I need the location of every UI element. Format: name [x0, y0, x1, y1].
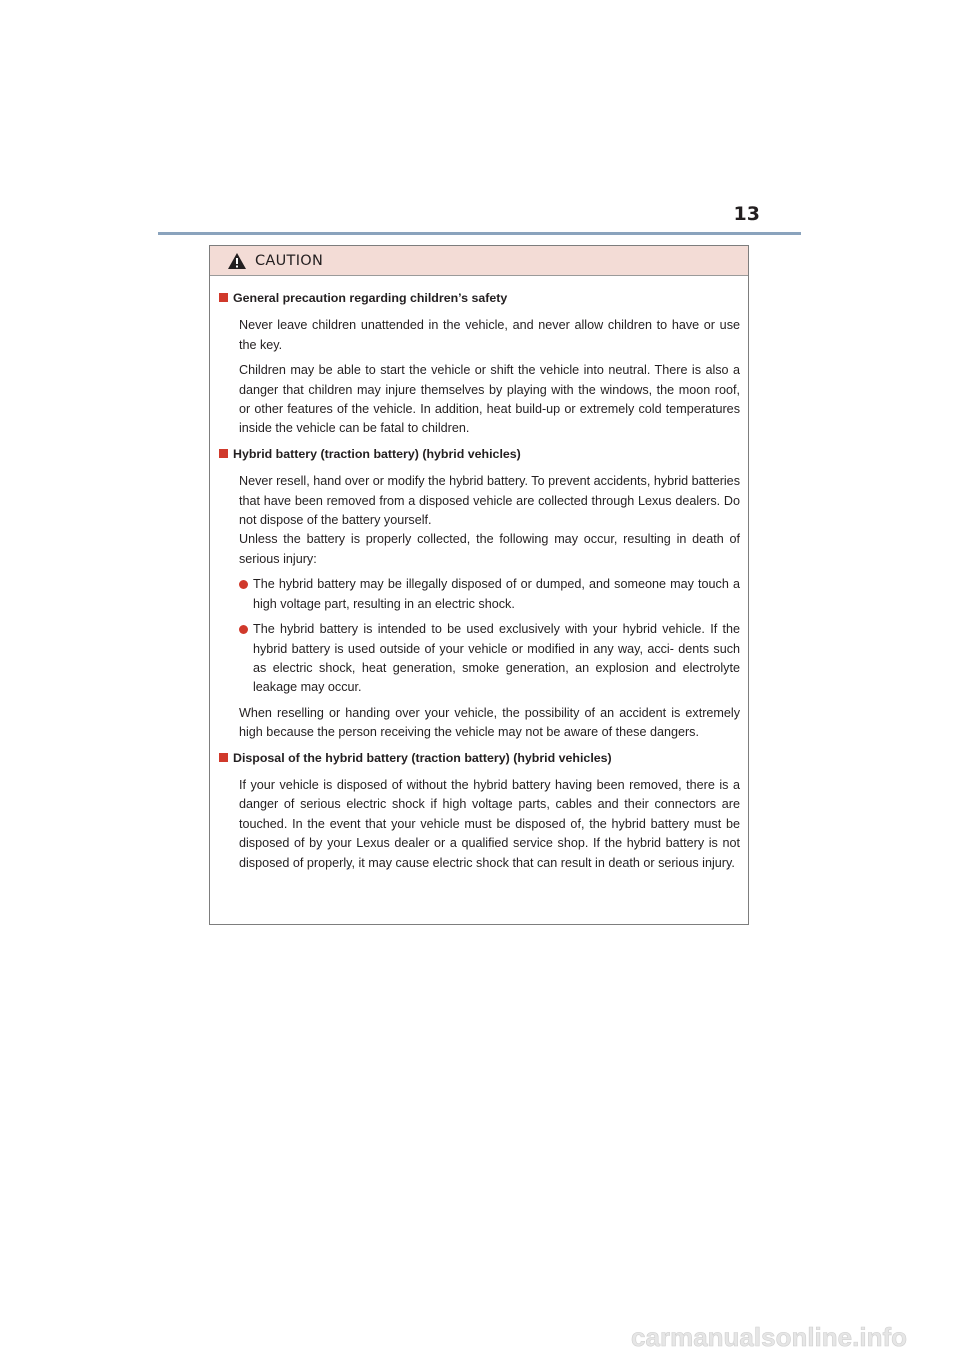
- svg-text:carmanualsonline.info: carmanualsonline.info: [631, 1322, 907, 1352]
- paragraph: If your vehicle is disposed of without the hybrid battery having been removed, there is a danger of serious electric shock if high voltage parts, cables and their connectors are touched. In the event that your vehicle must be disposed of, the hybrid battery must be disposed of by your Lexus dealer or a qualified service shop. If the hybrid battery is not disposed of properly, it may cause electric shock that can result in death or serious injury.: [239, 777, 740, 870]
- header-rule: [158, 232, 801, 235]
- section-battery-disposal: [219, 749, 740, 873]
- section-heading-text: Disposal of the hybrid battery (traction battery) (hybrid vehicles): [233, 750, 612, 765]
- bullet-item: [239, 575, 740, 614]
- paragraph: Children may be able to start the vehicle or shift the vehicle into neutral. There is also a danger that children may injure themselves by playing with the windows, the moon roof, or other features of the vehicle. In addition, heat build-up or extremely cold temperatures inside the vehicle can be fatal to children.: [239, 363, 740, 436]
- section-children-safety: [219, 289, 740, 439]
- caution-header: [210, 246, 748, 276]
- red-square-bullet-icon: [219, 293, 228, 302]
- red-square-bullet-icon: [219, 449, 228, 458]
- caution-body: [210, 276, 748, 873]
- bullet-text: The hybrid battery is intended to be used exclusively with your hybrid vehicle. If the hybrid battery is used outside of your vehicle or modified in any way, acci- dents such as electric shock, heat generation, smoke generation, an explosion and electrolyte leakage may occur.: [253, 622, 740, 695]
- caution-box: [209, 245, 749, 925]
- paragraph: Unless the battery is properly collected, the following may occur, resulting in death of serious injury:: [239, 532, 740, 566]
- bullet-text: The hybrid battery may be illegally disposed of or dumped, and someone may touch a high voltage part, resulting in an electric shock.: [253, 577, 740, 611]
- paragraph: When reselling or handing over your vehicle, the possibility of an accident is extremely high because the person receiving the vehicle may not be aware of these dangers.: [239, 705, 740, 740]
- section-heading: [219, 289, 740, 308]
- paragraph: Never leave children unattended in the vehicle, and never allow children to have or use the key.: [239, 318, 740, 352]
- red-square-bullet-icon: [219, 753, 228, 762]
- red-dot-bullet-icon: [239, 625, 248, 634]
- section-hybrid-battery: [219, 445, 740, 743]
- red-dot-bullet-icon: [239, 580, 248, 589]
- watermark-logo: [352, 1322, 912, 1352]
- page-number: 13: [733, 203, 760, 225]
- section-heading: [219, 445, 740, 464]
- section-heading-text: Hybrid battery (traction battery) (hybrid vehicles): [233, 446, 521, 461]
- section-heading: [219, 749, 740, 768]
- caution-title: CAUTION: [255, 252, 324, 269]
- warning-triangle-icon: [227, 252, 247, 270]
- bullet-item: [239, 620, 740, 698]
- section-heading-text: General precaution regarding children’s safety: [233, 291, 508, 305]
- paragraph: Never resell, hand over or modify the hybrid battery. To prevent accidents, hybrid batteries that have been removed from a disposed vehicle are collected through Lexus dealers. Do not dispose of the battery yourself.: [239, 474, 740, 528]
